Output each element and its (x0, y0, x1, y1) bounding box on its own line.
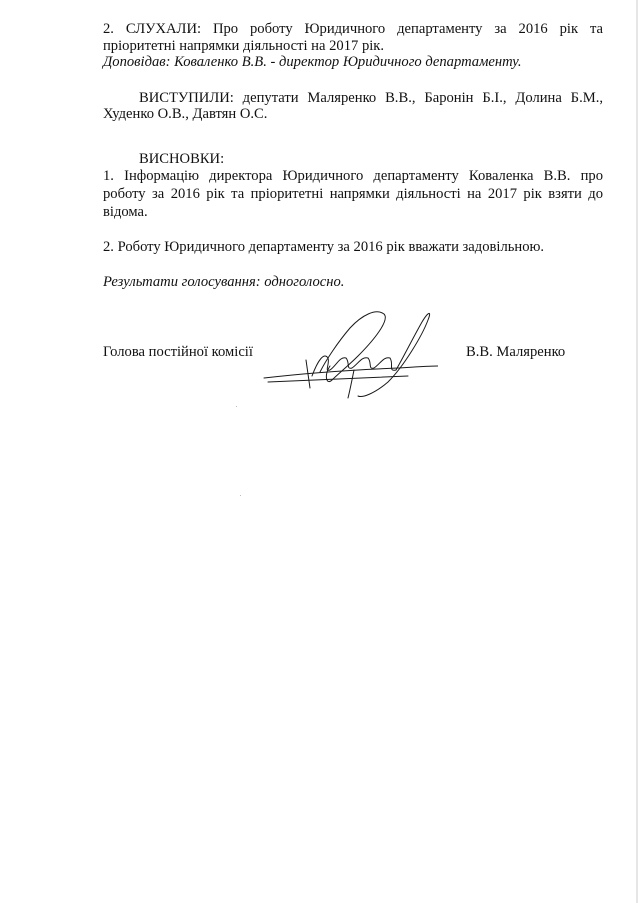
chair-name: В.В. Маляренко (466, 344, 566, 360)
conclusion-1-line-3: відома. (103, 204, 148, 220)
heard-line-1 (103, 20, 603, 38)
conclusion-1-line-1: 1. Інформацію директора Юридичного департаменту Коваленка В.В. про (103, 168, 603, 184)
heard-line-2: пріоритетні напрямки діяльності на 2017 рік. (103, 38, 385, 54)
item-number: 2. (103, 21, 114, 37)
conclusion-1-line-2: роботу за 2016 рік та пріоритетні напрямки діяльності на 2017 рік взяти до (103, 186, 603, 202)
chair-position: Голова постійної комісії (103, 344, 253, 360)
scan-edge (636, 0, 638, 903)
speakers-line-1: ВИСТУПИЛИ: депутати Маляренко В.В., Баронін Б.І., Долина Б.М., (139, 90, 603, 106)
handwritten-signature (258, 300, 438, 400)
speakers-line-2: Худенко О.В., Давтян О.С. (103, 106, 268, 122)
heard-label: СЛУХАЛИ: (125, 21, 202, 37)
scan-speck (236, 406, 237, 407)
scan-speck (240, 495, 241, 496)
reported-by: Доповідав: Коваленко В.В. - директор Юридичного департаменту. (103, 54, 522, 70)
conclusions-heading: ВИСНОВКИ: (139, 151, 225, 167)
conclusion-2: 2. Роботу Юридичного департаменту за 2016 рік вважати задовільною. (103, 239, 545, 255)
heard-text: Про роботу Юридичного департаменту за 2016 рік та (212, 21, 604, 37)
voting-result: Результати голосування: одноголосно. (103, 274, 345, 290)
